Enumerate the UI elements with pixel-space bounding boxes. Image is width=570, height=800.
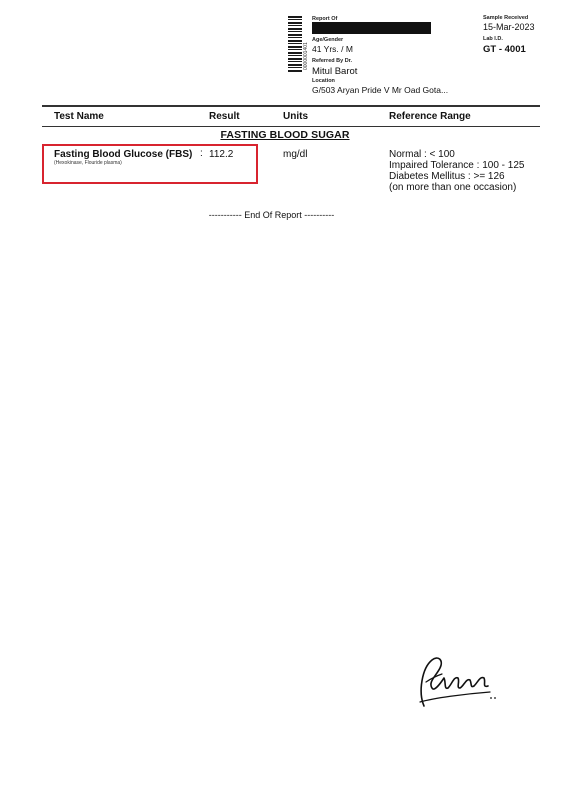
reference-range-impaired: Impaired Tolerance : 100 - 125	[389, 160, 525, 171]
section-title: FASTING BLOOD SUGAR	[220, 129, 350, 141]
referred-by-value: Mitul Barot	[312, 66, 358, 77]
column-header-test-name: Test Name	[54, 111, 104, 122]
end-of-report: ----------- End Of Report ----------	[208, 210, 335, 220]
sample-received-value: 15-Mar-2023	[483, 22, 535, 32]
lab-id-label: Lab I.D.	[483, 36, 503, 42]
reference-range-diabetes: Diabetes Mellitus : >= 126	[389, 171, 505, 182]
location-value: G/503 Aryan Pride V Mr Oad Gota...	[312, 85, 449, 95]
test-result-value: 112.2	[209, 149, 234, 160]
location-label: Location	[312, 78, 335, 84]
reference-range-note: (on more than one occasion)	[389, 182, 517, 193]
table-header-rule	[42, 126, 540, 127]
signature	[414, 652, 498, 712]
test-name: Fasting Blood Glucose (FBS)	[54, 149, 193, 160]
result-highlight-box	[42, 144, 258, 184]
lab-id-value: GT - 4001	[483, 44, 526, 55]
barcode-number: 0000001401	[303, 42, 309, 70]
patient-name-redaction	[312, 22, 431, 34]
report-of-label: Report Of	[312, 16, 338, 22]
age-gender-label: Age/Gender	[312, 37, 344, 43]
barcode	[288, 16, 302, 72]
result-colon: :	[200, 148, 203, 159]
test-unit: mg/dl	[283, 149, 308, 160]
table-top-rule	[42, 105, 540, 107]
test-method: (Hexokinase, Flouride plasma)	[54, 160, 122, 166]
referred-by-label: Referred By Dr.	[312, 58, 353, 64]
sample-received-label: Sample Received	[483, 15, 529, 21]
column-header-result: Result	[209, 111, 240, 122]
column-header-reference-range: Reference Range	[389, 111, 471, 122]
column-header-units: Units	[283, 111, 308, 122]
reference-range-normal: Normal : < 100	[389, 149, 455, 160]
age-gender-value: 41 Yrs. / M	[312, 44, 353, 54]
